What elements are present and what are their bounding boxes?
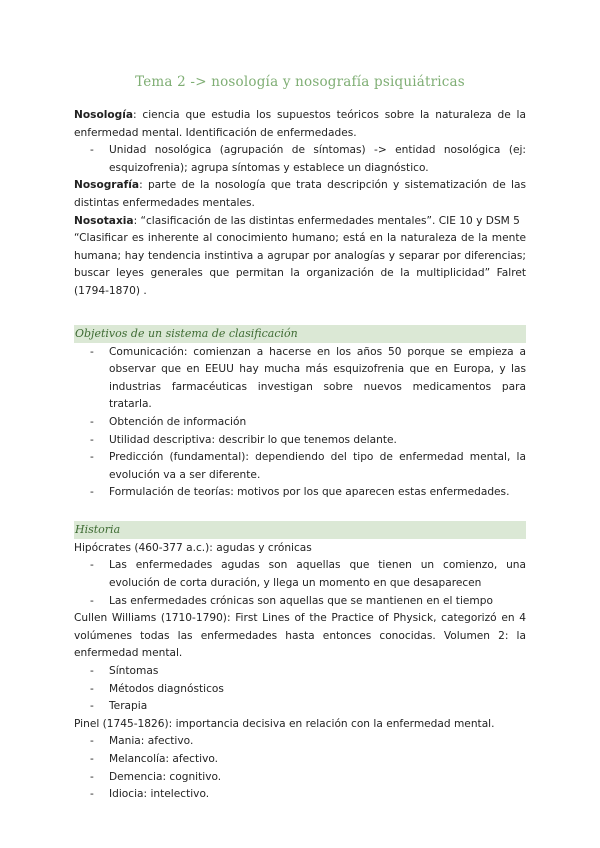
cullen-list [74, 663, 526, 716]
nosotaxia-definition: : “clasificación de las distintas enfermedades mentales”. CIE 10 y DSM 5 [133, 214, 520, 227]
list-item: - Unidad nosológica (agrupación de síntomas) -> entidad nosológica (ej: esquizofrenia); agrupa síntomas y establece un diagnóstico. [109, 142, 526, 177]
list-item: - Predicción (fundamental): dependiendo del tipo de enfermedad mental, la evolución va a ser diferente. [109, 449, 526, 484]
page-title: Tema 2 -> nosología y nosografía psiquiátricas [135, 74, 465, 90]
list-item: - Idiocia: intelectivo. [109, 786, 526, 804]
hipocrates-list [74, 557, 526, 610]
list-item: - Demencia: cognitivo. [109, 769, 526, 787]
section-heading-historia: Historia [74, 521, 526, 539]
nosologia-term: Nosología [74, 109, 134, 121]
nosologia-definition: : ciencia que estudia los supuestos teóricos sobre la naturaleza de la enfermedad mental. Identificación de enfermedades. [74, 109, 526, 139]
list-item: - Comunicación: comienzan a hacerse en los años 50 porque se empieza a observar que en EEUU hay mucha más esquizofrenia que en Europa, y las industrias farmacéuticas investigan sobre nuevos medicamentos para tratarla. [109, 344, 526, 414]
list-item: - Mania: afectivo. [109, 733, 526, 751]
nosografia-paragraph [74, 177, 526, 212]
pinel-paragraph: Pinel (1745-1826): importancia decisiva en relación con la enfermedad mental. [74, 717, 495, 730]
nosologia-paragraph [74, 107, 526, 142]
nosologia-list [74, 142, 526, 177]
list-item: - Síntomas [109, 663, 526, 681]
list-item: - Terapia [109, 698, 526, 716]
nosotaxia-term: Nosotaxia [74, 214, 134, 227]
nosografia-term: Nosografía [74, 179, 140, 192]
objetivos-list [74, 344, 526, 502]
hipocrates-paragraph: Hipócrates (460-377 a.c.): agudas y crónicas [74, 541, 312, 554]
list-item: - Formulación de teorías: motivos por los que aparecen estas enfermedades. [109, 484, 526, 502]
pinel-list [74, 733, 526, 803]
list-item: - Las enfermedades agudas son aquellas que tienen un comienzo, una evolución de corta duración, y llega un momento en que desaparecen [109, 557, 526, 592]
nosotaxia-paragraph [74, 213, 526, 231]
list-item: - Métodos diagnósticos [109, 681, 526, 699]
cullen-paragraph: Cullen Williams (1710-1790): First Lines of the Practice of Physick, categorizó en 4 volúmenes todas las enfermedades hasta entonces conocidas. Volumen 2: la enfermedad mental. [74, 612, 526, 660]
list-item: - Obtención de información [109, 414, 526, 432]
nosografia-definition: : parte de la nosología que trata descripción y sistematización de las distintas enfermedades mentales. [74, 179, 526, 209]
falret-quote: “Clasificar es inherente al conocimiento humano; está en la naturaleza de la mente humana; hay tendencia instintiva a agrupar por analogías y separar por diferencias; buscar leyes generales que permitan la organización de la multiplicidad” Falret (1794-1870) . [74, 232, 526, 297]
list-item: - Utilidad descriptiva: describir lo que tenemos delante. [109, 432, 526, 450]
section-heading-objetivos: Objetivos de un sistema de clasificación [74, 325, 526, 343]
document-body [74, 107, 526, 804]
list-item: - Melancolía: afectivo. [109, 751, 526, 769]
list-item: - Las enfermedades crónicas son aquellas que se mantienen en el tiempo [109, 593, 526, 611]
